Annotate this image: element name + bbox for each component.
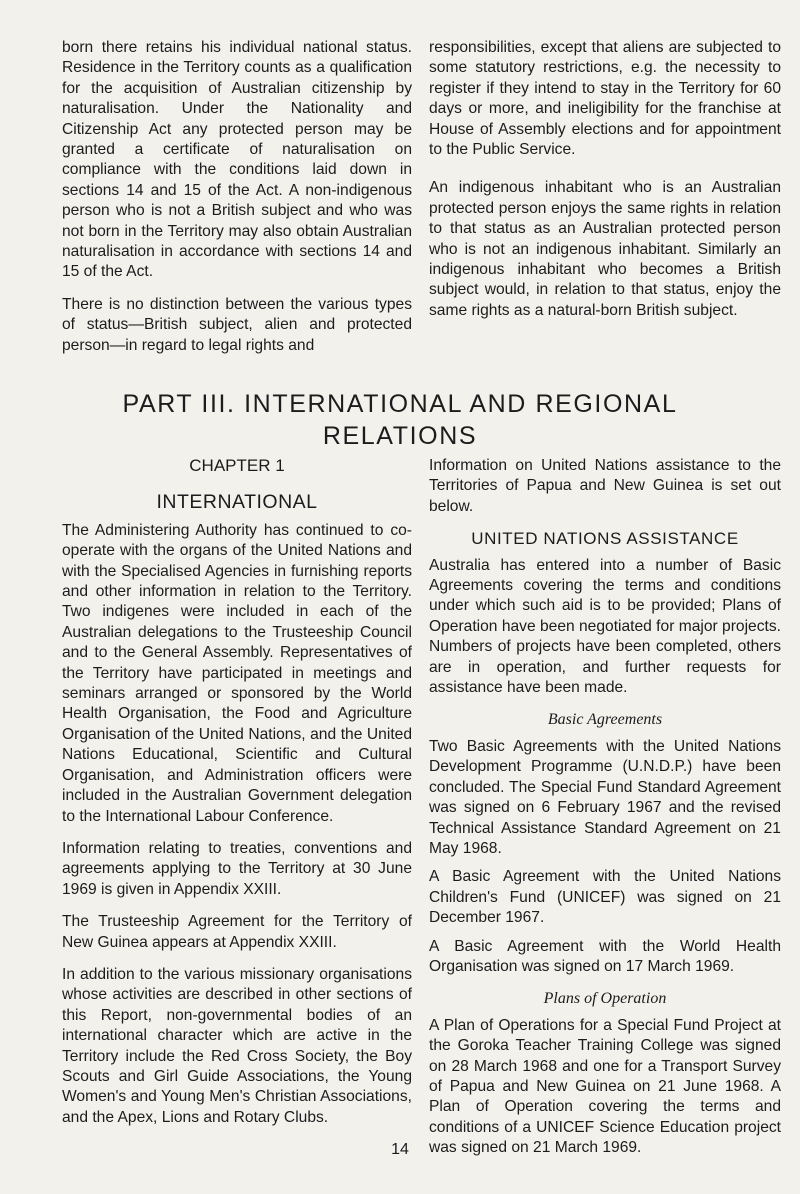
paragraph: The Administering Authority has continued to co-operate with the organs of the United Nations and with the Specialised Agencies in furnishing reports and other information in relation to the Territory. Two indigenes were included in each of the Australian delegations to the Trusteeship Council and to the General Assembly. Representatives of the Territory have participated in meetings and seminars arranged or sponsored by the World Health Organisation, the Food and Agriculture Organisation of the United Nations, and the United Nations Educational, Scientific and Cultural Organisation, and Administration officers were included in the Australian Government delegation to the International Labour Conference. (62, 521, 412, 825)
paragraph: Information on United Nations assistance to the Territories of Papua and New Guinea is set out below. (429, 457, 781, 515)
bottom-right-column (429, 456, 781, 1159)
paragraph: There is no distinction between the various types of status—British subject, alien and protected person—in regard to legal rights and (62, 295, 412, 354)
top-right-column (429, 38, 781, 321)
part-title (0, 388, 800, 452)
paragraph: Two Basic Agreements with the United Nations Development Programme (U.N.D.P.) have been concluded. The Special Fund Standard Agreement was signed on 6 February 1967 and the revised Technical Assistance Standard Agreement on 21 May 1968. (429, 737, 781, 857)
chapter-number: CHAPTER 1 (189, 456, 285, 475)
part-title-line-1: PART III. INTERNATIONAL AND REGIONAL (122, 390, 678, 418)
paragraph: A Basic Agreement with the United Nations Children's Fund (UNICEF) was signed on 21 December 1967. (429, 868, 781, 927)
paragraph: A Plan of Operations for a Special Fund Project at the Goroka Teacher Training College was signed on 28 March 1968 and one for a Transport Survey of Papua and New Guinea on 21 June 1968. A Plan of Operation covering the terms and conditions of a UNICEF Science Education project was signed on 21 March 1969. (429, 1016, 781, 1157)
paragraph: A Basic Agreement with the World Health Organisation was signed on 17 March 1969. (429, 937, 781, 975)
paragraph: An indigenous inhabitant who is an Australian protected person enjoys the same rights in relation to that status as an Australian protected person who is not an indigenous inhabitant. Similarly an indigenous inhabitant who becomes a British subject would, in relation to that status, enjoy the same rights as a natural-born British subject. (429, 179, 781, 319)
chapter-title: INTERNATIONAL (156, 491, 318, 514)
paragraph: Australia has entered into a number of Basic Agreements covering the terms and conditions under which such aid is to be provided; Plans of Operation have been negotiated for major projects. Numbers of projects have been completed, others are in operation, and further requests for assistance have been made. (429, 556, 781, 697)
top-left-column (62, 38, 412, 356)
page-number: 14 (391, 1141, 409, 1158)
bottom-left-column (62, 456, 412, 1128)
paragraph: In addition to the various missionary organisations whose activities are described in other sections of this Report, non-governmental bodies of an international character which are active in the Territory include the Red Cross Society, the Boy Scouts and Girl Guide Associations, the Young Women's and Young Men's Christian Associations, and the Apex, Lions and Rotary Clubs. (62, 965, 412, 1126)
subsection-title: Plans of Operation (543, 990, 667, 1008)
paragraph: born there retains his individual national status. Residence in the Territory counts as a qualification for the acquisition of Australian citizenship by naturalisation. Under the Nationality and Citizenship Act any protected person may be granted a certificate of naturalisation on compliance with the conditions laid down in sections 14 and 15 of the Act. A non-indigenous person who is not a British subject and who was not born in the Territory may also obtain Australian naturalisation in accordance with sections 14 and 15 of the Act. (62, 39, 412, 281)
paragraph: Information relating to treaties, conventions and agreements applying to the Territory at 30 June 1969 is given in Appendix XXIII. (62, 839, 412, 898)
section-title: UNITED NATIONS ASSISTANCE (471, 529, 739, 549)
paragraph: The Trusteeship Agreement for the Territory of New Guinea appears at Appendix XXIII. (62, 913, 412, 951)
subsection-title: Basic Agreements (547, 711, 663, 729)
part-title-line-2: RELATIONS (322, 422, 478, 450)
paragraph: responsibilities, except that aliens are subjected to some statutory restrictions, e.g. the necessity to register if they intend to stay in the Territory for 60 days or more, and ineligibility for the franchise at House of Assembly elections and for appointment to the Public Service. (429, 39, 781, 159)
